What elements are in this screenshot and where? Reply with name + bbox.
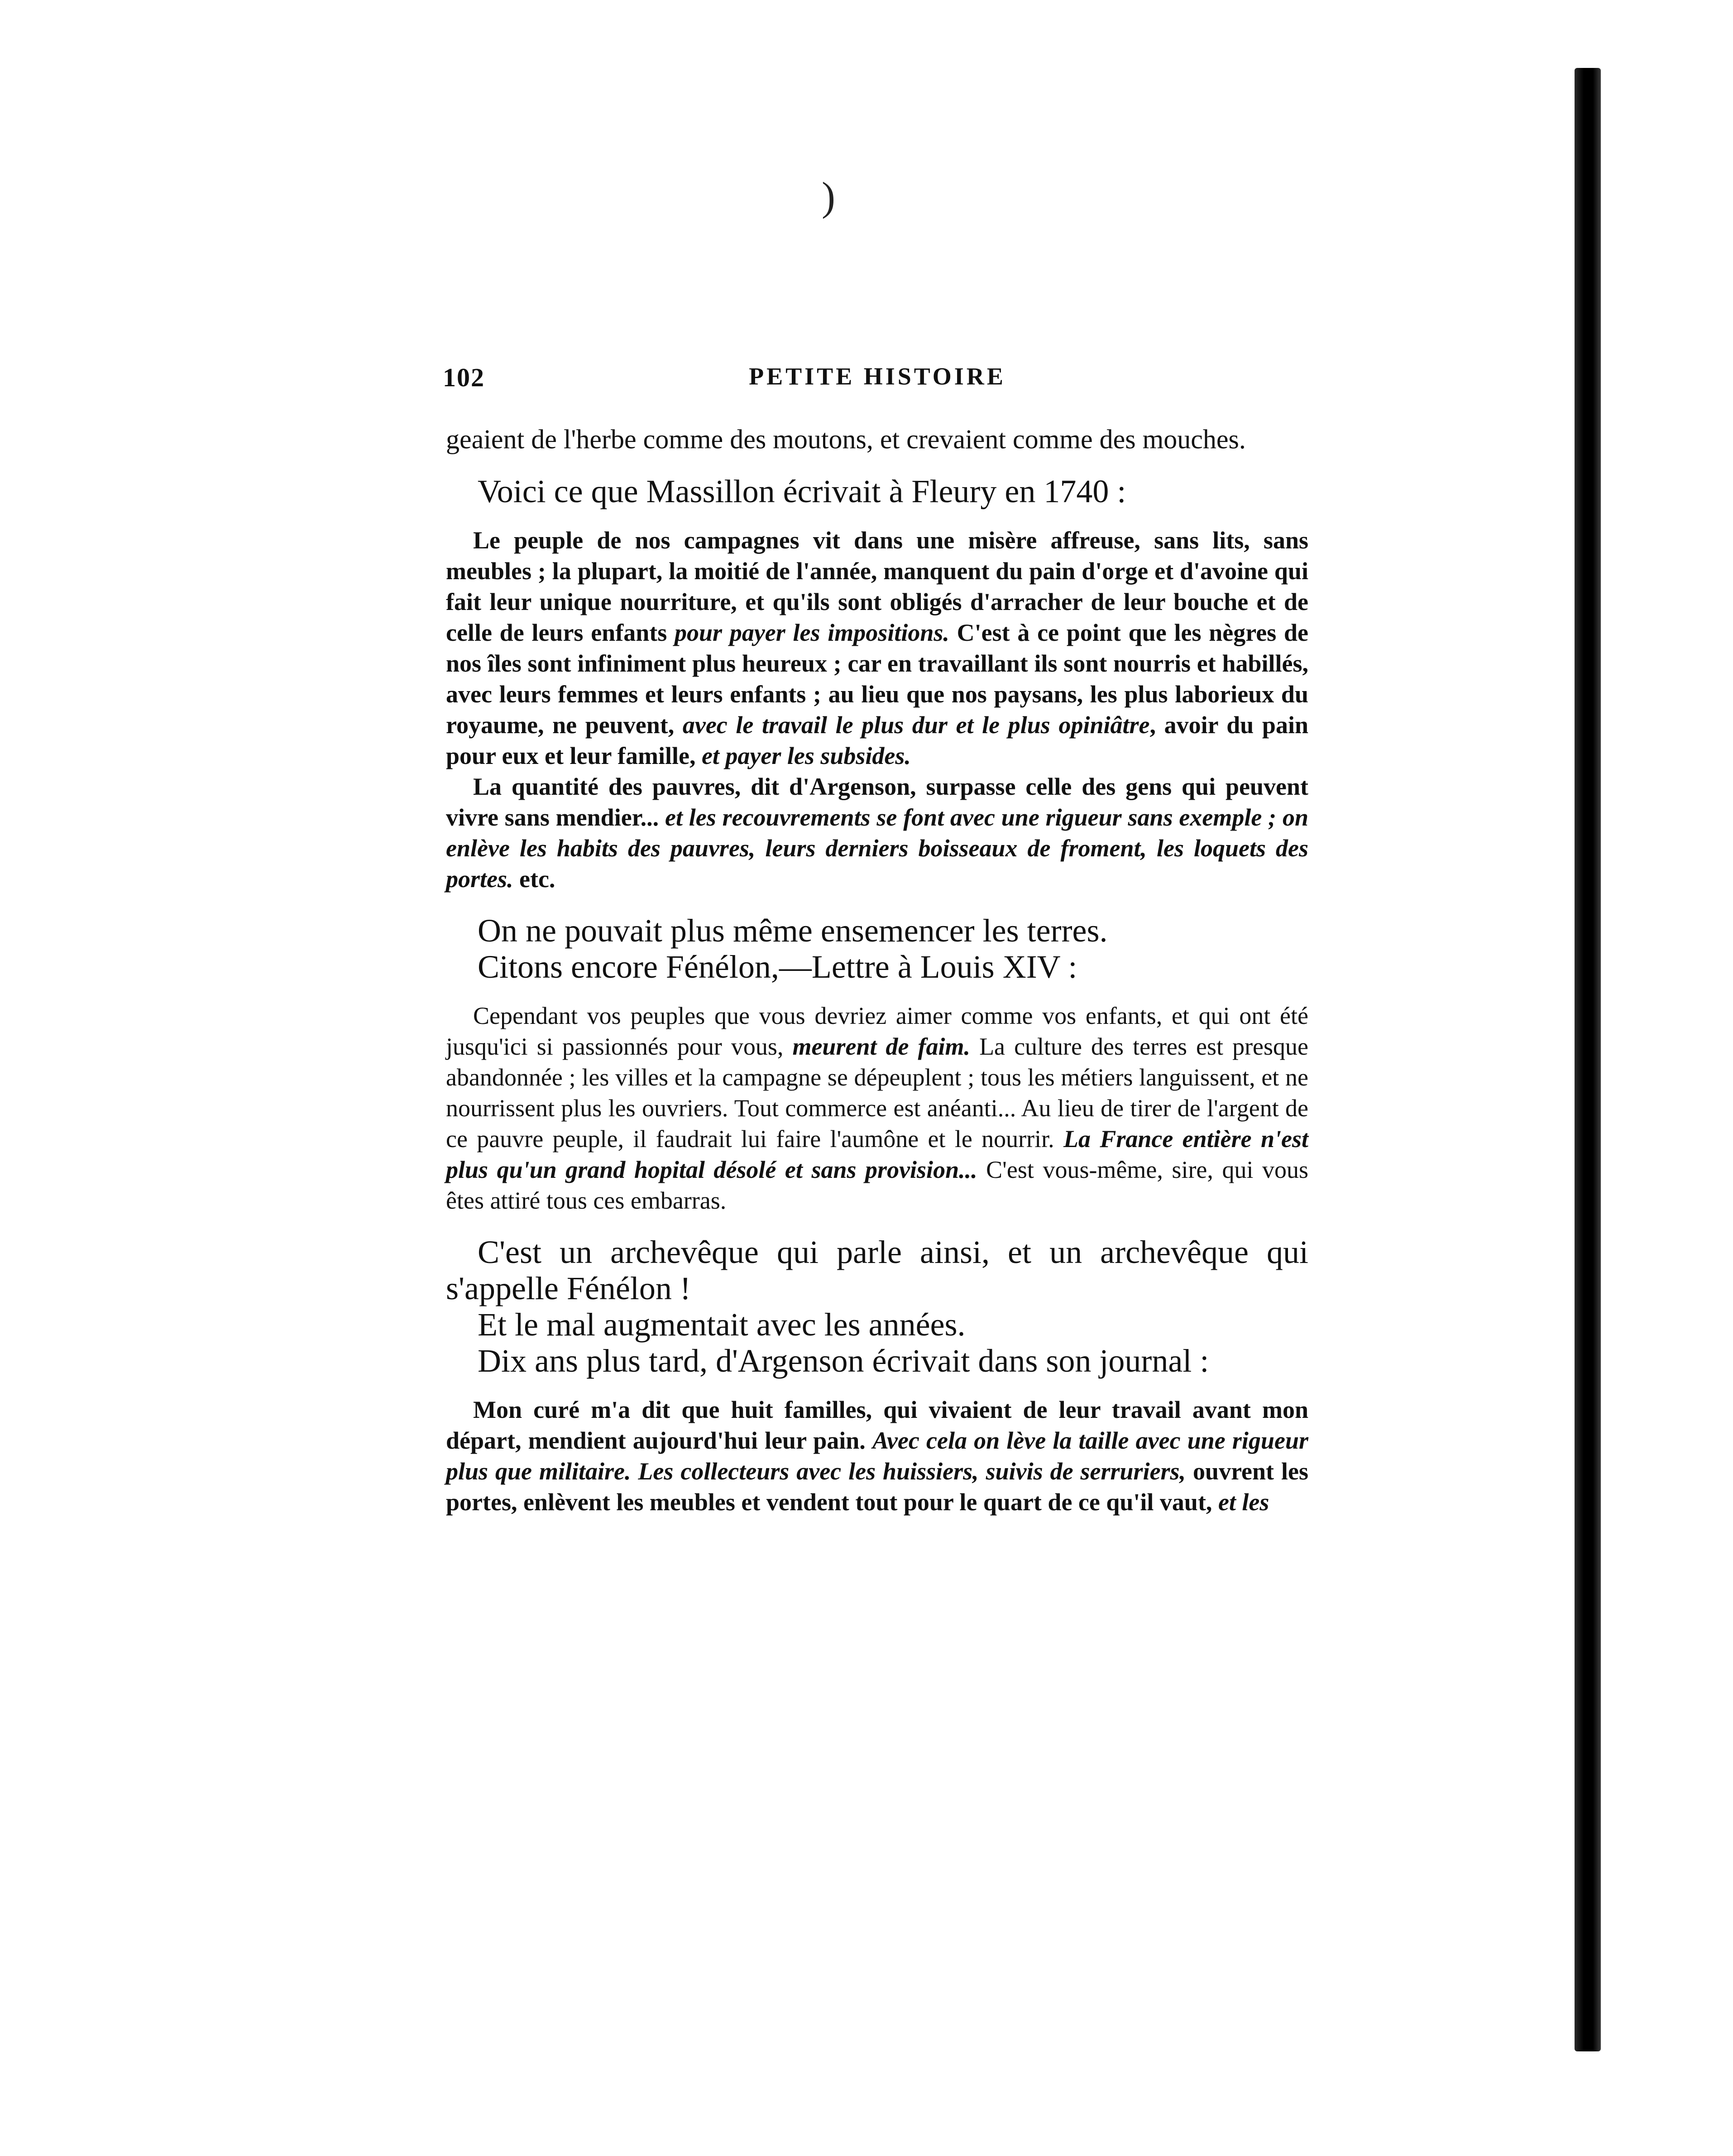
paragraph-fenelon-intro: Citons encore Fénélon,—Lettre à Louis XIV : <box>478 949 1077 985</box>
quote-argenson <box>446 771 1308 894</box>
paragraph-massillon-intro: Voici ce que Massillon écrivait à Fleury en 1740 : <box>478 473 1126 509</box>
quote-text: ouvrent les portes, enlèvent les meubles et vendent tout pour le quart de ce qu'il vaut, <box>446 1458 1308 1516</box>
running-header <box>443 362 1312 412</box>
quote-italic: pour payer les impositions. <box>675 619 949 646</box>
paragraph-continuation: geaient de l'herbe comme des moutons, et crevaient comme des mouches. <box>446 424 1246 454</box>
quote-italic: La France entière n'est plus qu'un grand hopital désolé et sans provision... <box>446 1125 1308 1183</box>
quote-italic: et les recouvrements se font avec une rigueur sans exemple ; on enlève les habits des pauvres, leurs derniers boisseaux de froment, les loquets des portes. <box>446 804 1308 893</box>
quote-text: Le peuple de nos campagnes vit dans une misère affreuse, sans lits, sans meubles ; la plupart, la moitié de l'année, manquent du pain d'orge et d'avoine qui fait leur unique nourriture, et qu'ils sont obligés d'arracher de leur bouche et de celle de leurs enfants <box>446 527 1308 646</box>
binding-edge-shadow <box>1575 68 1601 2051</box>
quote-italic: Avec cela on lève la taille avec une rigueur plus que militaire. Les collecteurs avec les huissiers, suivis de serruriers, <box>446 1427 1308 1485</box>
quote-text: C'est vous-même, sire, qui vous êtes attiré tous ces embarras. <box>446 1156 1309 1214</box>
quote-text: La quantité des pauvres, dit d'Argenson, surpasse celle des gens qui peuvent vivre sans mendier... <box>446 773 1308 831</box>
quote-argenson-journal <box>446 1394 1308 1517</box>
margin-mark: ) <box>822 174 835 219</box>
running-title: PETITE HISTOIRE <box>749 363 1006 390</box>
quote-text: Mon curé m'a dit que huit familles, qui vivaient de leur travail avant mon départ, mendient aujourd'hui leur pain. <box>446 1396 1308 1454</box>
quote-text: , avoir du pain pour eux et leur famille, <box>446 711 1308 769</box>
quote-italic: et les <box>1218 1489 1269 1516</box>
quote-italic: avec le travail le plus dur et le plus opiniâtre <box>682 711 1150 739</box>
quote-text: La culture des terres est presque abandonnée ; les villes et la campagne se dépeuplent ; tous les métiers languissent, et ne nourrissent plus les ouvriers. Tout commerce est anéanti... Au lieu de tirer de l'argent de ce pauvre peuple, il faudrait lui faire l'aumône et le nourrir. <box>446 1033 1309 1152</box>
text-block <box>446 423 1308 1517</box>
page-number: 102 <box>443 363 485 392</box>
paragraph-mal-augmentait: Et le mal augmentait avec les années. <box>478 1306 966 1343</box>
quote-massillon <box>446 525 1308 771</box>
quote-fenelon <box>446 1000 1308 1216</box>
paragraph-archeveque: C'est un archevêque qui parle ainsi, et un archevêque qui s'appelle Fénélon ! <box>446 1234 1308 1306</box>
quote-italic: meurent de faim. <box>792 1033 971 1060</box>
quote-text: etc. <box>513 865 555 893</box>
quote-text: Cependant vos peuples que vous devriez aimer comme vos enfants, et qui ont été jusqu'ici si passionnés pour vous, <box>446 1002 1308 1060</box>
paragraph-ensemencer: On ne pouvait plus même ensemencer les terres. <box>478 912 1108 949</box>
paragraph-dix-ans: Dix ans plus tard, d'Argenson écrivait dans son journal : <box>478 1343 1209 1379</box>
quote-text: C'est à ce point que les nègres de nos îles sont infiniment plus heureux ; car en travaillant ils sont nourris et habillés, avec leurs femmes et leurs enfants ; au lieu que nos paysans, les plus laborieux du royaume, ne peuvent, <box>446 619 1308 739</box>
quote-italic: et payer les subsides. <box>701 742 911 769</box>
